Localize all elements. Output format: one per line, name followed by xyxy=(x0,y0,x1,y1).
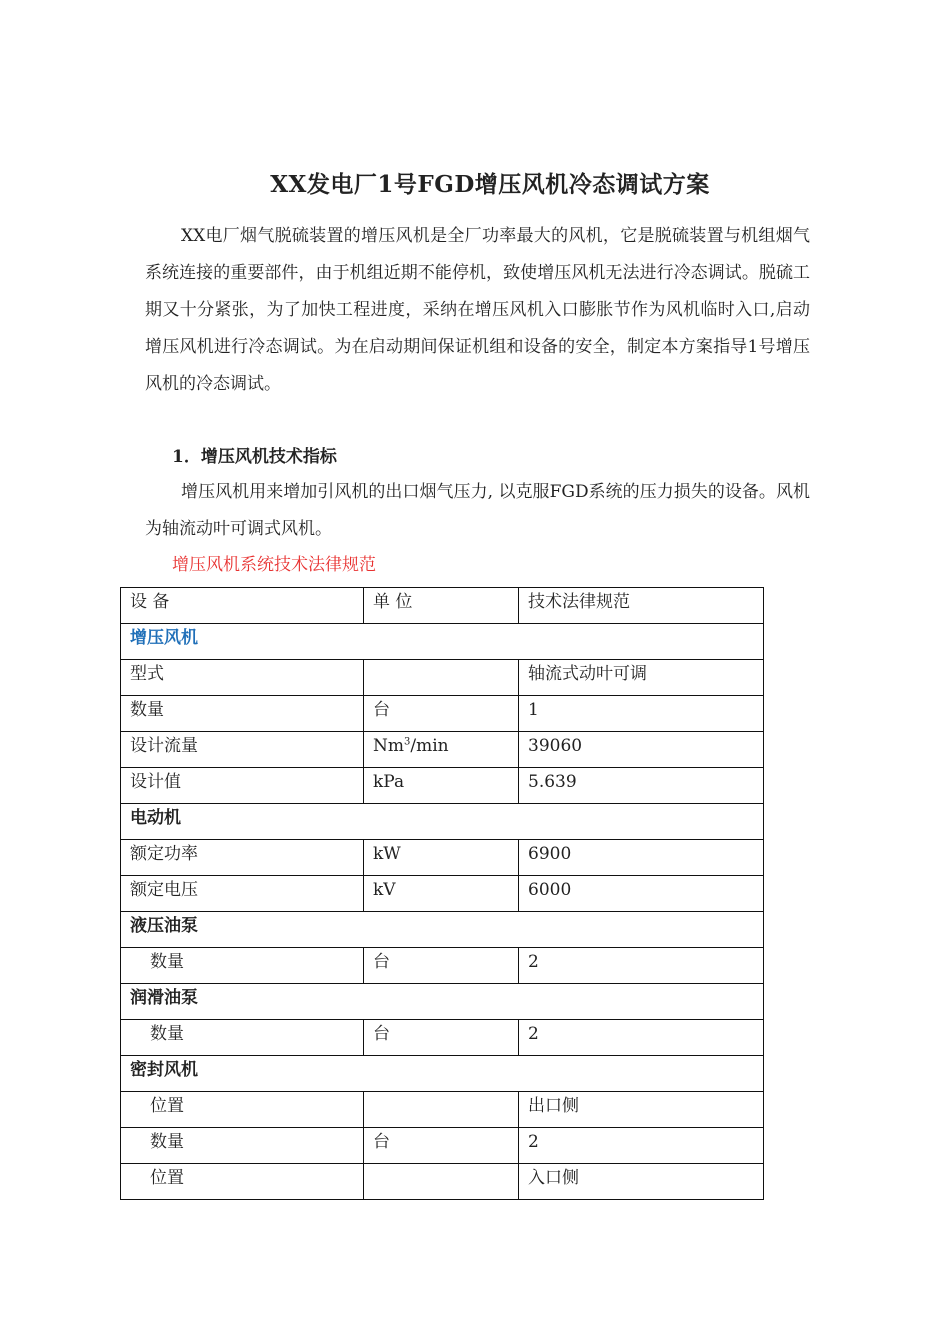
row-value: 2 xyxy=(519,1128,764,1164)
section-title-hydraulic: 液压油泵 xyxy=(121,912,764,948)
table-row xyxy=(121,732,764,768)
header-cell-equipment: 设 备 xyxy=(121,588,364,624)
row-name: 数量 xyxy=(121,1128,364,1164)
row-value: 出口侧 xyxy=(519,1092,764,1128)
row-unit: 台 xyxy=(364,1020,519,1056)
header-cell-spec: 技术法律规范 xyxy=(519,588,764,624)
intro-text: XX电厂烟气脱硫装置的增压风机是全厂功率最大的风机，它是脱硫装置与机组烟气系统连接的重要部件，由于机组近期不能停机，致使增压风机无法进行冷态调试。脱硫工期又十分紧张，为了加快工程进度，采纳在增压风机入口膨胀节作为风机临时入口,启动增压风机进行冷态调试。为在启动期间保证机组和设备的安全，制定本方案指导1号增压风机的冷态调试。 xyxy=(145,226,810,394)
row-unit: kW xyxy=(364,840,519,876)
unit-base: Nm xyxy=(373,736,404,756)
spec-table xyxy=(120,587,764,1200)
row-value: 2 xyxy=(519,1020,764,1056)
row-unit: kPa xyxy=(364,768,519,804)
row-name: 额定电压 xyxy=(121,876,364,912)
table-row xyxy=(121,1128,764,1164)
row-name: 设计流量 xyxy=(121,732,364,768)
row-name: 数量 xyxy=(121,948,364,984)
row-name: 位置 xyxy=(121,1164,364,1200)
row-name: 额定功率 xyxy=(121,840,364,876)
row-unit: 台 xyxy=(364,948,519,984)
row-unit: 台 xyxy=(364,696,519,732)
table-section-row xyxy=(121,804,764,840)
section-title-seal: 密封风机 xyxy=(121,1056,764,1092)
table-section-row xyxy=(121,912,764,948)
row-value: 入口侧 xyxy=(519,1164,764,1200)
unit-superscript: 3 xyxy=(404,736,411,748)
row-value: 5.639 xyxy=(519,768,764,804)
table-row xyxy=(121,660,764,696)
row-value: 轴流式动叶可调 xyxy=(519,660,764,696)
table-row xyxy=(121,768,764,804)
row-value: 6900 xyxy=(519,840,764,876)
section-title-fan: 增压风机 xyxy=(121,624,764,660)
section-heading: 1．增压风机技术指标 xyxy=(172,447,337,467)
row-unit: kV xyxy=(364,876,519,912)
intro-paragraph xyxy=(145,218,810,403)
header-cell-unit: 单 位 xyxy=(364,588,519,624)
row-value: 2 xyxy=(519,948,764,984)
row-unit xyxy=(364,1092,519,1128)
unit-rest: /min xyxy=(410,736,449,756)
table-section-row xyxy=(121,1056,764,1092)
row-unit xyxy=(364,732,519,768)
section-paragraph xyxy=(145,474,810,548)
table-caption: 增压风机系统技术法律规范 xyxy=(172,555,376,575)
row-name: 型式 xyxy=(121,660,364,696)
section-text: 增压风机用来增加引风机的出口烟气压力, 以克服FGD系统的压力损失的设备。风机为轴流动叶可调式风机。 xyxy=(145,482,810,539)
table-section-row xyxy=(121,984,764,1020)
table-row xyxy=(121,696,764,732)
table-row xyxy=(121,840,764,876)
row-unit xyxy=(364,660,519,696)
page-title: XX发电厂1号FGD增压风机冷态调试方案 xyxy=(270,171,710,198)
table-row xyxy=(121,1164,764,1200)
table-row xyxy=(121,876,764,912)
table-section-row xyxy=(121,624,764,660)
section-title-motor: 电动机 xyxy=(121,804,764,840)
row-unit: 台 xyxy=(364,1128,519,1164)
row-value: 1 xyxy=(519,696,764,732)
table-row xyxy=(121,1020,764,1056)
row-name: 位置 xyxy=(121,1092,364,1128)
row-name: 数量 xyxy=(121,1020,364,1056)
row-unit xyxy=(364,1164,519,1200)
row-name: 数量 xyxy=(121,696,364,732)
row-name: 设计值 xyxy=(121,768,364,804)
table-row xyxy=(121,948,764,984)
table-row xyxy=(121,1092,764,1128)
row-value: 39060 xyxy=(519,732,764,768)
row-value: 6000 xyxy=(519,876,764,912)
table-header-row xyxy=(121,588,764,624)
section-title-lube: 润滑油泵 xyxy=(121,984,764,1020)
